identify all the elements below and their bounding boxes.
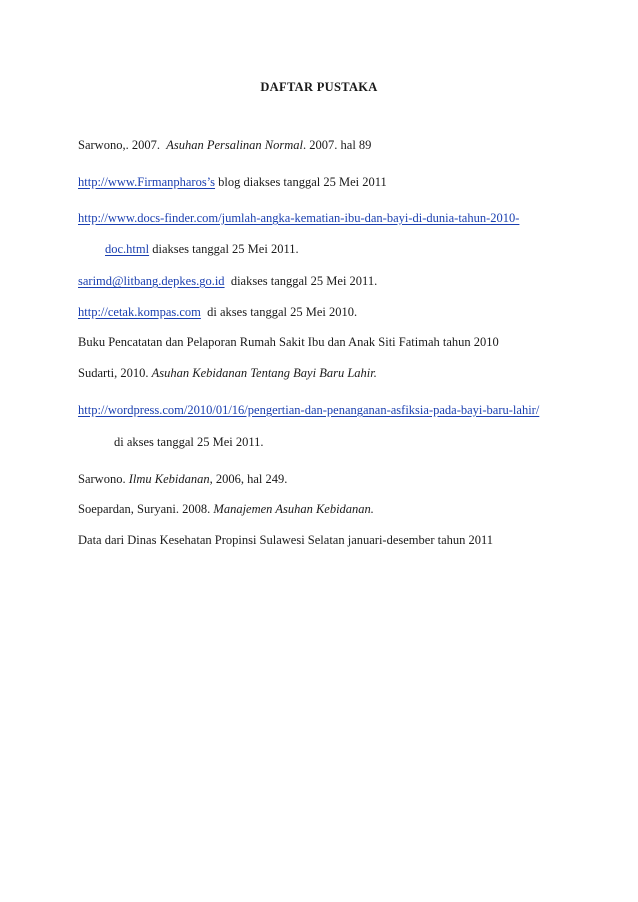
reference-details: di akses tanggal 25 Mei 2011.	[114, 435, 264, 449]
reference-email-link[interactable]: sarimd@litbang.depkes.go.id	[78, 274, 225, 288]
reference-author: Sudarti, 2010.	[78, 366, 149, 380]
reference-sarwono-ilmu	[78, 471, 287, 487]
reference-text: Buku Pencatatan dan Pelaporan Rumah Sakit Ibu dan Anak Siti Fatimah tahun 2010	[78, 335, 499, 349]
reference-link[interactable]: http://cetak.kompas.com	[78, 305, 201, 319]
reference-sarwono-2007	[78, 137, 371, 153]
reference-text: Data dari Dinas Kesehatan Propinsi Sulawesi Selatan januari-desember tahun 2011	[78, 533, 494, 547]
reference-litbang-email	[78, 273, 377, 289]
reference-wordpress	[78, 402, 539, 418]
reference-details: . 2007. hal 89	[303, 138, 372, 152]
reference-link[interactable]: http://www.docs-finder.com/jumlah-angka-kematian-ibu-dan-bayi-di-dunia-tahun-2010-	[78, 211, 520, 225]
reference-wordpress-cont	[114, 434, 264, 450]
reference-details: , 2006, hal 249.	[209, 472, 288, 486]
reference-link-continuation[interactable]: doc.html	[105, 242, 150, 256]
reference-details: diakses tanggal 25 Mei 2011.	[230, 274, 378, 288]
reference-sudarti	[78, 365, 377, 381]
reference-title: Ilmu Kebidanan	[128, 472, 210, 486]
reference-title: Asuhan Persalinan Normal	[166, 138, 304, 152]
page-title: DAFTAR PUSTAKA	[260, 80, 378, 94]
reference-title: Asuhan Kebidanan Tentang Bayi Baru Lahir.	[151, 366, 377, 380]
reference-author: Soepardan, Suryani. 2008.	[78, 502, 211, 516]
reference-author: Sarwono.	[78, 472, 126, 486]
reference-link[interactable]: http://wordpress.com/2010/01/16/pengertian-dan-penanganan-asfiksia-pada-bayi-baru-lahir/	[78, 403, 540, 417]
reference-details: blog diakses tanggal 25 Mei 2011	[218, 175, 387, 189]
reference-details: di akses tanggal 25 Mei 2010.	[207, 305, 358, 319]
reference-firmanpharos	[78, 174, 387, 190]
reference-dinas-kesehatan	[78, 532, 493, 548]
reference-details: diakses tanggal 25 Mei 2011.	[152, 242, 299, 256]
reference-buku-pencatatan	[78, 334, 499, 350]
reference-kompas	[78, 304, 357, 320]
reference-soepardan	[78, 501, 374, 517]
reference-docs-finder-cont	[105, 241, 299, 257]
reference-link[interactable]: http://www.Firmanpharos’s	[78, 175, 216, 189]
reference-title: Manajemen Asuhan Kebidanan.	[213, 502, 374, 516]
reference-docs-finder	[78, 210, 519, 226]
reference-author: Sarwono,. 2007.	[78, 138, 160, 152]
